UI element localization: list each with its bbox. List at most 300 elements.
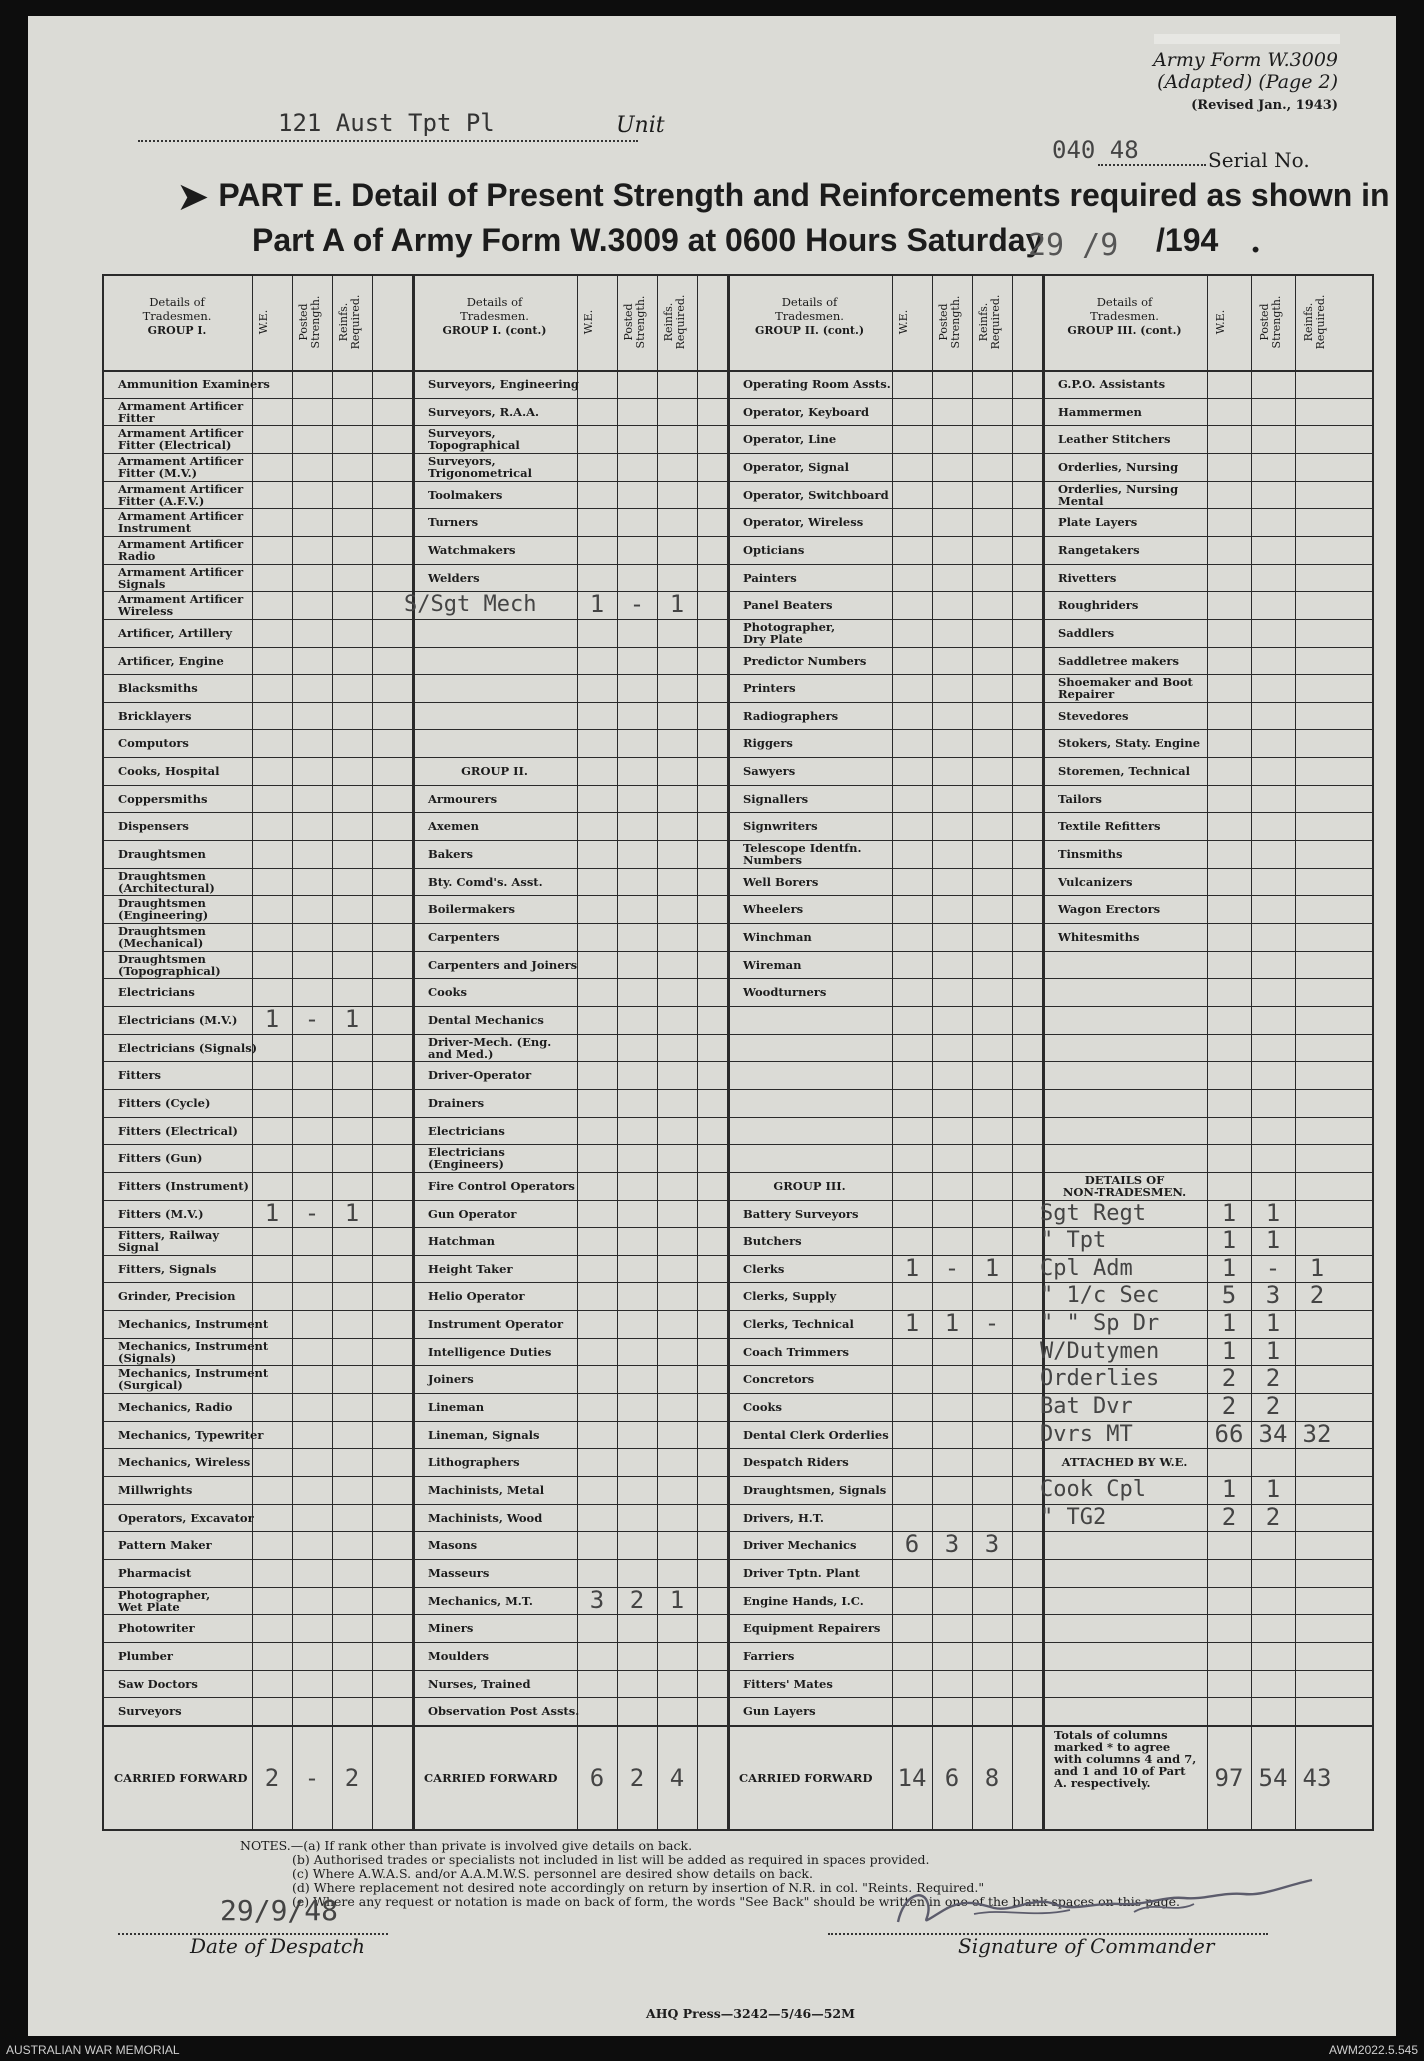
trade-name-line: Roughriders bbox=[1058, 598, 1139, 613]
trade-name bbox=[743, 489, 889, 501]
strength-table bbox=[102, 274, 1374, 1831]
trade-name bbox=[118, 378, 270, 390]
trade-name-line: Bty. Comd's. Asst. bbox=[428, 874, 543, 889]
trade-name bbox=[743, 1512, 824, 1524]
trade-name-line: Photowriter bbox=[118, 1621, 195, 1636]
trade-name bbox=[428, 1622, 473, 1634]
header-line: Strength. bbox=[1270, 295, 1283, 349]
trade-name bbox=[1058, 572, 1116, 584]
strength-value: 3 bbox=[984, 1530, 1000, 1559]
trade-name-line: Painters bbox=[743, 570, 797, 585]
trade-name-line: Fitter (A.F.V.) bbox=[118, 493, 205, 508]
handwritten-trade: " Tpt bbox=[1040, 1228, 1107, 1254]
trade-name-line: Fitters bbox=[118, 1068, 162, 1083]
trade-name-line: Wireman bbox=[743, 957, 802, 972]
strength-value: 3 bbox=[944, 1530, 960, 1559]
totals-note-line: and 1 and 10 of Part bbox=[1054, 1763, 1186, 1778]
trade-name bbox=[118, 538, 243, 562]
handwritten-trade: Cook Cpl bbox=[1040, 1477, 1146, 1502]
archive-credit: AUSTRALIAN WAR MEMORIAL bbox=[6, 2043, 180, 2057]
trade-name bbox=[118, 1401, 232, 1413]
trade-name bbox=[428, 455, 532, 479]
trade-name bbox=[118, 897, 208, 921]
trade-name bbox=[118, 848, 206, 860]
trade-name bbox=[1058, 599, 1138, 611]
trade-name bbox=[1058, 848, 1122, 860]
posted-header bbox=[938, 282, 966, 362]
trade-name bbox=[428, 1401, 484, 1413]
trade-name-line: Drainers bbox=[428, 1095, 485, 1110]
trade-name-line: Signal bbox=[118, 1240, 159, 1255]
trade-name bbox=[118, 1589, 210, 1613]
trade-name-line: and Med.) bbox=[428, 1046, 494, 1061]
col-line bbox=[697, 274, 698, 1831]
header-line: W.E. bbox=[897, 309, 910, 335]
trade-name-line: Masseurs bbox=[428, 1565, 490, 1580]
trade-name-line: (Architectural) bbox=[118, 880, 215, 895]
trade-name-line: Wireless bbox=[118, 604, 174, 619]
strength-value: 3 bbox=[1265, 1281, 1281, 1310]
strength-value: 1 bbox=[1265, 1198, 1281, 1227]
trade-name-line: Topographical bbox=[428, 438, 520, 453]
trade-name bbox=[743, 461, 849, 473]
trade-name-line: (Engineering) bbox=[118, 908, 209, 923]
header-line: Required. bbox=[989, 294, 1002, 350]
trade-name-line: Clerks, Supply bbox=[743, 1289, 837, 1304]
strength-value: 1 bbox=[344, 1004, 360, 1033]
press-mark: AHQ Press—3242—5/46—52M bbox=[646, 2006, 855, 2021]
strength-value: 1 bbox=[264, 1198, 280, 1227]
trade-name bbox=[428, 820, 479, 832]
strength-value: 1 bbox=[1221, 1336, 1237, 1365]
trade-name bbox=[743, 1263, 784, 1275]
trade-name-line: Shoemaker and Boot bbox=[1058, 675, 1193, 690]
trade-name bbox=[1058, 903, 1160, 915]
strength-value: - bbox=[1265, 1253, 1281, 1282]
carried-forward-value: 14 bbox=[897, 1763, 927, 1792]
trade-name-line: Lineman, Signals bbox=[428, 1427, 540, 1442]
trade-name-line: Observation Post Assts. bbox=[428, 1704, 580, 1719]
trade-name-line: Predictor Numbers bbox=[743, 653, 867, 668]
trade-name bbox=[118, 1705, 182, 1717]
strength-value: 1 bbox=[1221, 1226, 1237, 1255]
strength-value: 1 bbox=[669, 1585, 685, 1614]
trade-name-line: Wheelers bbox=[743, 902, 804, 917]
trade-name-line: Nurses, Trained bbox=[428, 1676, 531, 1691]
trade-name bbox=[1058, 544, 1140, 556]
strength-value: 2 bbox=[1221, 1364, 1237, 1393]
trade-name-line: Sawyers bbox=[743, 764, 796, 779]
trade-name-line: Intelligence Duties bbox=[428, 1344, 552, 1359]
trade-name bbox=[1058, 710, 1129, 722]
trade-name-line: Woodturners bbox=[743, 985, 827, 1000]
strength-value: 1 bbox=[1265, 1475, 1281, 1503]
trade-name-line: Numbers bbox=[743, 853, 802, 868]
trade-name bbox=[428, 1290, 525, 1302]
posted-header bbox=[1259, 282, 1287, 362]
column-header-group3_cont: Tradesmen. bbox=[1090, 309, 1159, 323]
strength-value: - bbox=[984, 1309, 1000, 1338]
trade-name-line: Fitters (Gun) bbox=[118, 1151, 203, 1166]
column-header-group3_cont: GROUP III. (cont.) bbox=[1067, 324, 1182, 337]
handwritten-trade: W/Dutymen bbox=[1040, 1338, 1160, 1364]
trade-name bbox=[1058, 737, 1200, 749]
trade-name-line: Draughtsmen, Signals bbox=[743, 1483, 887, 1497]
trade-name bbox=[743, 1429, 889, 1441]
trade-name-line: Fitters (M.V.) bbox=[118, 1206, 204, 1221]
column-header-group1: GROUP I. bbox=[147, 324, 207, 337]
totals-note bbox=[1054, 1729, 1196, 1789]
strength-value: 1 bbox=[344, 1198, 360, 1227]
header-line: Reinfs. bbox=[1302, 302, 1315, 342]
trade-name bbox=[743, 621, 835, 645]
trade-name-line: Signwriters bbox=[743, 819, 818, 834]
carried-forward-value: 2 bbox=[629, 1763, 645, 1792]
trade-name-line: Turners bbox=[428, 515, 479, 530]
trade-name-line: Hammermen bbox=[1058, 404, 1142, 419]
trade-name bbox=[428, 1429, 540, 1441]
trade-name-line: Stokers, Staty. Engine bbox=[1058, 736, 1201, 751]
strength-value: 1 bbox=[1221, 1475, 1237, 1503]
carried-forward-value: 4 bbox=[669, 1763, 685, 1792]
trade-name-line: Cooks bbox=[428, 985, 467, 1000]
trade-name-line: Mechanics, Wireless bbox=[118, 1455, 251, 1470]
trade-name bbox=[428, 1318, 563, 1330]
trade-name bbox=[743, 378, 891, 390]
trade-name bbox=[1058, 461, 1178, 473]
part-title-line-1: ➤ PART E. Detail of Present Strength and Reinforcements required as shown in bbox=[176, 175, 1390, 219]
trade-name bbox=[118, 925, 206, 949]
trade-name-line: Height Taker bbox=[428, 1261, 513, 1276]
trade-name-line: Fitters (Electrical) bbox=[118, 1123, 238, 1138]
trade-name-line: Electricians bbox=[428, 1145, 505, 1160]
totals-note-line: A. respectively. bbox=[1054, 1775, 1151, 1790]
trade-name-line: Artificer, Engine bbox=[118, 653, 224, 668]
trade-name bbox=[1058, 876, 1132, 888]
trade-name bbox=[428, 378, 579, 390]
trade-name bbox=[743, 655, 866, 667]
trade-name bbox=[118, 1069, 161, 1081]
trade-name-line: Clerks, Technical bbox=[743, 1317, 854, 1332]
trade-name bbox=[118, 953, 221, 977]
trade-name bbox=[743, 959, 801, 971]
strength-value: 1 bbox=[1221, 1198, 1237, 1227]
trade-name bbox=[428, 876, 543, 888]
trade-name bbox=[743, 406, 869, 418]
group-heading bbox=[727, 1180, 892, 1192]
trade-name bbox=[428, 793, 497, 805]
carried-forward-value: 97 bbox=[1214, 1763, 1244, 1792]
trade-name bbox=[428, 1208, 516, 1220]
trade-name-line: Moulders bbox=[428, 1648, 490, 1663]
strength-value: 1 bbox=[1265, 1336, 1281, 1365]
trade-name-line: Opticians bbox=[743, 542, 805, 557]
trade-name-line: Equipment Repairers bbox=[743, 1621, 881, 1636]
trade-name bbox=[743, 820, 818, 832]
trade-name bbox=[118, 737, 189, 749]
trade-name bbox=[1058, 765, 1190, 777]
trade-name bbox=[743, 1484, 886, 1496]
trade-name-line: Drivers, H.T. bbox=[743, 1510, 824, 1525]
trade-name-line: Driver Mechanics bbox=[743, 1538, 857, 1553]
trade-name bbox=[428, 1456, 520, 1468]
note-line: (d) Where replacement not desired note accordingly on return by insertion of N.R. in col. "Reints. Required." bbox=[292, 1880, 985, 1895]
header-line: W.E. bbox=[257, 309, 270, 335]
trade-name-line: Saw Doctors bbox=[118, 1676, 198, 1691]
trade-name bbox=[428, 1567, 489, 1579]
trade-name bbox=[428, 1595, 533, 1607]
trade-name bbox=[743, 1318, 854, 1330]
trade-name bbox=[428, 1539, 477, 1551]
trade-name-line: GROUP III. bbox=[773, 1178, 846, 1193]
trade-name bbox=[118, 1367, 268, 1391]
trade-name-line: Fitters, Railway bbox=[118, 1228, 220, 1243]
trade-name bbox=[118, 793, 207, 805]
trade-name bbox=[118, 1539, 212, 1551]
trade-name-line: Armament Artificer bbox=[118, 592, 244, 607]
carried-forward-value: 6 bbox=[944, 1763, 960, 1792]
note-line: NOTES.—(a) If rank other than private is involved give details on back. bbox=[240, 1838, 693, 1853]
trade-name-line: DETAILS OF bbox=[1084, 1172, 1165, 1187]
strength-value: 1 bbox=[1221, 1253, 1237, 1282]
header-line: Required. bbox=[349, 294, 362, 350]
column-header-group1: Details of bbox=[149, 295, 205, 309]
trade-name bbox=[118, 1229, 219, 1253]
trade-name bbox=[428, 1069, 531, 1081]
trade-name bbox=[743, 737, 793, 749]
trade-name-line: Boilermakers bbox=[428, 902, 515, 917]
trade-name-line: (Surgical) bbox=[118, 1378, 183, 1393]
trade-name-line: Clerks bbox=[743, 1261, 785, 1276]
trade-name-line: Orderlies, Nursing bbox=[1058, 481, 1179, 496]
trade-name-line: Cooks bbox=[743, 1400, 782, 1415]
strength-value: 1 bbox=[1265, 1309, 1281, 1338]
trade-name-line: Orderlies, Nursing bbox=[1058, 459, 1179, 474]
trade-name-line: Computors bbox=[118, 736, 189, 751]
trade-name bbox=[118, 427, 243, 451]
trade-name bbox=[118, 1042, 257, 1054]
trade-name bbox=[743, 1539, 857, 1551]
signature-label: Signature of Commander bbox=[958, 1934, 1215, 1958]
trade-name-line: Watchmakers bbox=[428, 542, 516, 557]
commander-signature-icon bbox=[884, 1874, 1324, 1934]
handwritten-trade: Orderlies bbox=[1040, 1366, 1160, 1392]
trade-name bbox=[118, 593, 243, 617]
header-line: Posted bbox=[297, 303, 310, 341]
trade-name-line: Vulcanizers bbox=[1058, 874, 1133, 889]
trade-name-line: NON-TRADESMEN. bbox=[1062, 1184, 1187, 1199]
trade-name-line: Storemen, Technical bbox=[1058, 764, 1190, 779]
trade-name-line: Leather Stitchers bbox=[1058, 432, 1171, 447]
trade-name-line: Driver-Operator bbox=[428, 1068, 532, 1083]
serial-label: Serial No. bbox=[1208, 148, 1310, 172]
trade-name-line: Operator, Wireless bbox=[743, 515, 864, 530]
part-title-line-2: Part A of Army Form W.3009 at 0600 Hours Saturday bbox=[252, 222, 1044, 258]
trade-name bbox=[428, 1678, 531, 1690]
header-line: Reinfs. bbox=[662, 302, 675, 342]
trade-name-line: Electricians (M.V.) bbox=[118, 1012, 238, 1027]
carried-forward-value: 54 bbox=[1258, 1763, 1288, 1792]
trade-name bbox=[743, 842, 861, 866]
form-sheet bbox=[28, 16, 1396, 2036]
trade-name bbox=[118, 566, 243, 590]
trade-name bbox=[118, 1014, 237, 1026]
strength-value: 1 bbox=[1309, 1253, 1325, 1282]
trade-name-line: Armament Artificer bbox=[118, 453, 244, 468]
column-header-group1_cont: Details of bbox=[466, 295, 523, 309]
trade-name-line: Miners bbox=[428, 1621, 474, 1636]
trade-name bbox=[118, 682, 198, 694]
trade-name bbox=[743, 710, 838, 722]
trade-name-line: Draughtsmen bbox=[118, 847, 206, 862]
handwritten-trade: " TG2 bbox=[1040, 1504, 1107, 1530]
trade-name bbox=[1058, 931, 1139, 943]
header-line: Required. bbox=[1314, 294, 1327, 350]
trade-name-line: Fitters' Mates bbox=[743, 1676, 833, 1691]
trade-name bbox=[118, 1622, 195, 1634]
carried-forward-label: CARRIED FORWARD bbox=[114, 1770, 248, 1785]
date-year: /194 bbox=[1156, 222, 1219, 258]
totals-note-line: marked * to agree bbox=[1054, 1739, 1171, 1754]
trade-name bbox=[743, 1346, 849, 1358]
trade-name-line: Electricians (Signals) bbox=[118, 1040, 258, 1055]
trade-name-line: Draughtsmen bbox=[118, 951, 206, 966]
trade-name bbox=[743, 793, 808, 805]
column-header-group1: Tradesmen. bbox=[142, 309, 212, 323]
trade-name bbox=[1058, 820, 1161, 832]
trade-name-line: Fitter (M.V.) bbox=[118, 465, 198, 480]
trade-name-line: Despatch Riders bbox=[743, 1455, 849, 1470]
unit-value: 121 Aust Tpt Pl bbox=[278, 109, 495, 137]
trade-name bbox=[118, 627, 232, 639]
trade-name-line: Surveyors, bbox=[428, 426, 496, 441]
trade-name-line: Surveyors bbox=[118, 1704, 182, 1719]
trade-name bbox=[743, 682, 796, 694]
trade-name-line: Draughtsmen bbox=[118, 924, 206, 938]
trade-name-line: Grinder, Precision bbox=[118, 1289, 236, 1304]
trade-name bbox=[743, 1650, 794, 1662]
trade-name-line: Wagon Erectors bbox=[1058, 902, 1161, 917]
trade-name bbox=[743, 1678, 833, 1690]
strength-value: 2 bbox=[1265, 1364, 1281, 1393]
we-header bbox=[258, 282, 286, 362]
trade-name-line: Armourers bbox=[428, 791, 498, 806]
trade-name bbox=[118, 1650, 173, 1662]
trade-name bbox=[118, 1512, 254, 1524]
carried-forward-value: - bbox=[304, 1763, 320, 1792]
trade-name bbox=[118, 455, 243, 479]
trade-name bbox=[118, 1290, 235, 1302]
trade-name-line: Ammunition Examiners bbox=[118, 377, 270, 391]
trade-name-line: Welders bbox=[428, 570, 480, 585]
trade-name-line: Mechanics, Instrument bbox=[118, 1338, 269, 1353]
col-line bbox=[292, 274, 293, 1831]
strength-value: 32 bbox=[1302, 1419, 1332, 1448]
trade-name-line: Mechanics, Instrument bbox=[118, 1366, 269, 1381]
col-line bbox=[1251, 274, 1252, 1831]
trade-name-line: Operator, Switchboard bbox=[743, 487, 889, 502]
posted-header bbox=[298, 282, 326, 362]
trade-name-line: Radio bbox=[118, 548, 156, 563]
trade-name-line: Surveyors, bbox=[428, 453, 496, 468]
trade-name-line: Operators, Excavator bbox=[118, 1510, 254, 1525]
trade-name-line: Coach Trimmers bbox=[743, 1344, 849, 1359]
trade-name bbox=[428, 1014, 544, 1026]
we-header bbox=[1215, 282, 1243, 362]
strength-value: 1 bbox=[904, 1309, 920, 1338]
group-heading bbox=[1042, 1174, 1207, 1198]
totals-note-line: Totals of columns bbox=[1054, 1727, 1168, 1742]
carried-forward-value: 2 bbox=[264, 1763, 280, 1792]
strength-value: 2 bbox=[1309, 1281, 1325, 1310]
trade-name-line: Mental bbox=[1058, 493, 1104, 508]
trade-name-line: Saddletree makers bbox=[1058, 653, 1179, 668]
trade-name-line: Lithographers bbox=[428, 1455, 520, 1470]
trade-name-line: Joiners bbox=[428, 1372, 474, 1387]
serial-line bbox=[1098, 164, 1206, 166]
header-line: Reinfs. bbox=[337, 302, 350, 342]
trade-name bbox=[743, 1290, 836, 1302]
despatch-value: 29/9/48 bbox=[220, 1894, 339, 1927]
trade-name-line: Operating Room Assts. bbox=[743, 377, 891, 391]
trade-name-line: Stevedores bbox=[1058, 708, 1129, 723]
trade-name bbox=[118, 655, 224, 667]
trade-name-line: Saddlers bbox=[1058, 625, 1115, 640]
trade-name-line: Dry Plate bbox=[743, 631, 803, 646]
trade-name-line: Gun Layers bbox=[743, 1704, 816, 1719]
trade-name-line: Engine Hands, I.C. bbox=[743, 1593, 864, 1608]
trade-name-line: Carpenters and Joiners bbox=[428, 957, 578, 972]
carried-forward-label: CARRIED FORWARD bbox=[739, 1770, 873, 1785]
trade-name-line: Fitters (Cycle) bbox=[118, 1095, 211, 1110]
strength-value: 66 bbox=[1214, 1419, 1244, 1448]
strength-value: 1 bbox=[669, 590, 685, 619]
trade-name bbox=[118, 483, 243, 507]
date-value: 29 /9 bbox=[1028, 228, 1119, 263]
trade-name bbox=[743, 1373, 814, 1385]
trade-name bbox=[1058, 516, 1137, 528]
strength-value: 5 bbox=[1221, 1281, 1237, 1310]
trade-name bbox=[743, 931, 812, 943]
trade-name-line: Butchers bbox=[743, 1234, 802, 1249]
handwritten-trade: " 1/c Sec bbox=[1040, 1283, 1160, 1309]
trade-name-line: Riggers bbox=[743, 736, 793, 751]
trade-name bbox=[118, 1152, 202, 1164]
trade-name bbox=[743, 1595, 864, 1607]
trade-name-line: Pharmacist bbox=[118, 1565, 192, 1580]
trade-name-line: Driver-Mech. (Eng. bbox=[428, 1034, 552, 1049]
trade-name-line: Telescope Identfn. bbox=[743, 841, 862, 856]
trade-name-line: Concretors bbox=[743, 1372, 815, 1387]
strength-value: 1 bbox=[1265, 1226, 1281, 1255]
trade-name bbox=[428, 931, 500, 943]
trade-name bbox=[428, 489, 502, 501]
group-heading bbox=[412, 765, 577, 777]
trade-name-line: Dental Clerk Orderlies bbox=[743, 1427, 889, 1442]
trade-name-line: Armament Artificer bbox=[118, 536, 244, 551]
unit-label: Unit bbox=[616, 113, 665, 138]
trade-name-line: Tinsmiths bbox=[1058, 847, 1123, 862]
trade-name-line: Textile Refitters bbox=[1058, 819, 1161, 834]
strength-value: 1 bbox=[1221, 1309, 1237, 1338]
trade-name-line: Blacksmiths bbox=[118, 681, 198, 696]
part-title-text-1: PART E. Detail of Present Strength and Reinforcements required as shown in bbox=[218, 177, 1390, 213]
trade-name-line: Electricians bbox=[428, 1123, 505, 1138]
group-divider bbox=[1042, 274, 1045, 1831]
col-line bbox=[1012, 274, 1013, 1831]
trade-name-line: Operator, Signal bbox=[743, 459, 849, 474]
trade-name bbox=[118, 1456, 250, 1468]
